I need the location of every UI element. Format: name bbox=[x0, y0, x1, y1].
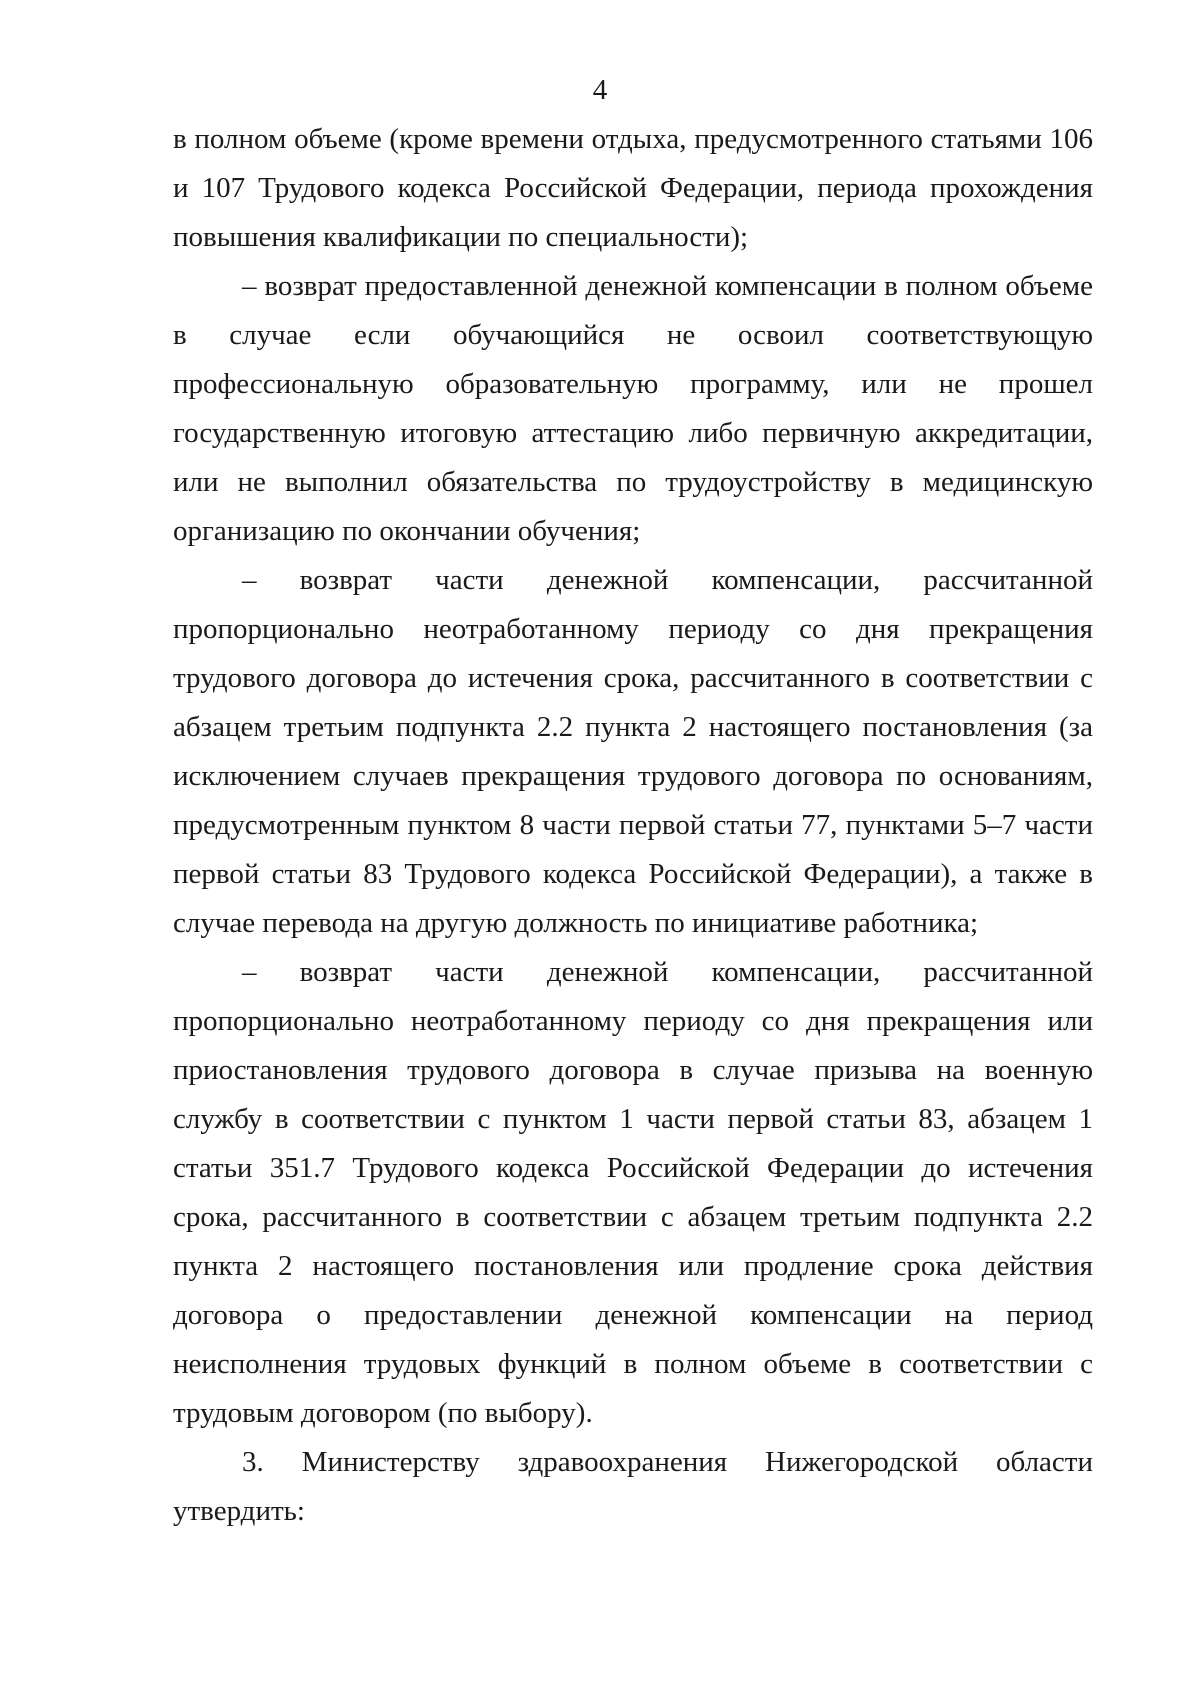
paragraph-ministry-approve: 3. Министерству здравоохранения Нижегородской области утвердить: bbox=[173, 1446, 1093, 1527]
paragraph-partial-refund-military: – возврат части денежной компенсации, рассчитанной пропорционально неотработанному периоду со дня прекращения или приостановления трудового договора в случае призыва на военную службу в соответствии с пунктом 1 части первой статьи 83, абзацем 1 статьи 351.7 Трудового кодекса Российской Федерации до истечения срока, рассчитанного в соответствии с абзацем третьим подпункта 2.2 пункта 2 настоящего постановления или продление срока действия договора о предоставлении денежной компенсации на период неисполнения трудовых функций в полном объеме в соответствии с трудовым договором (по выбору). bbox=[173, 956, 1093, 1429]
paragraph-full-refund: – возврат предоставленной денежной компенсации в полном объеме в случае если обучающийся не освоил соответствующую профессиональную образовательную программу, или не прошел государственную итоговую аттестацию либо первичную аккредитации, или не выполнил обязательства по трудоустройству в медицинскую организацию по окончании обучения; bbox=[173, 270, 1093, 547]
page-number: 4 bbox=[592, 74, 608, 106]
document-body bbox=[173, 115, 1093, 1536]
paragraph-partial-refund-termination: – возврат части денежной компенсации, рассчитанной пропорционально неотработанному периоду со дня прекращения трудового договора до истечения срока, рассчитанного в соответствии с абзацем третьим подпункта 2.2 пункта 2 настоящего постановления (за исключением случаев прекращения трудового договора по основаниям, предусмотренным пунктом 8 части первой статьи 77, пунктами 5–7 части первой статьи 83 Трудового кодекса Российской Федерации), а также в случае перевода на другую должность по инициативе работника; bbox=[173, 564, 1093, 939]
paragraph-continuation: в полном объеме (кроме времени отдыха, предусмотренного статьями 106 и 107 Трудового кодекса Российской Федерации, периода прохождения повышения квалификации по специальности); bbox=[173, 123, 1093, 253]
